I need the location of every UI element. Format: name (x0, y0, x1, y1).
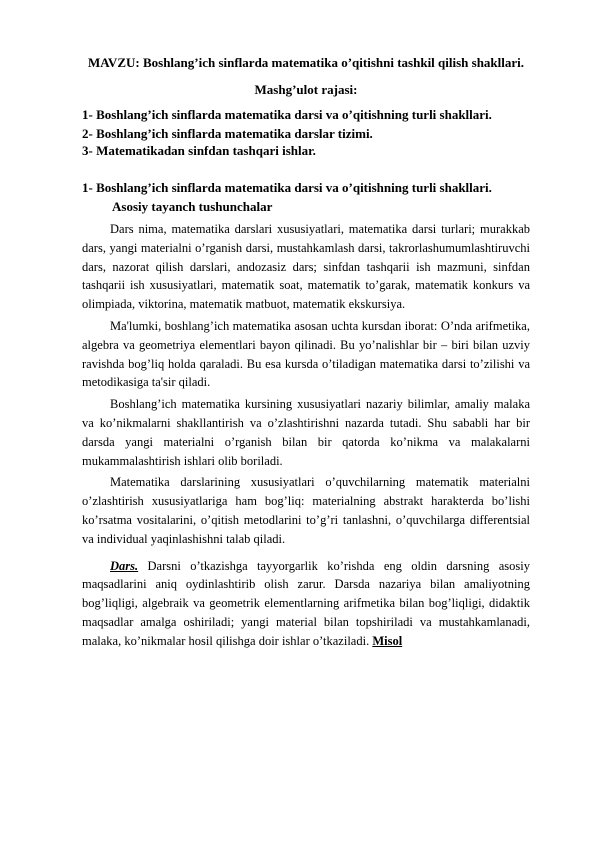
paragraph-1: Dars nima, matematika darslari xususiyatlari, matematika darsi turlari; murakkab dars, yangi materialni o’rganish darsi, mustahkamlash darsi, takrorlashumumlashtiruvchi dars, nazorat qilish darslari, andozasiz dars; sinfdan tashqarii ish mazmuni, sinfdan tashqarii ish xususiyatlari, matematik soat, matematik to’garak, matematik konkurs va olimpiada, viktorina, matematik matbuot, matematik ekskursiya. (82, 222, 530, 312)
paragraph-5-text: Darsni o’tkazishga tayyorgarlik ko’rishda eng oldin darsning asosiy maqsadlarini aniq oydinlashtirib olish zarur. Darsda nazariya bilan amaliyotning bog’liqligi, algebraik va geometrik elementlarning arifmetika bilan bog’liqligi, didaktik maqsadlar amalga oshiriladi; yangi material bilan topshiriladi va mustahkamlanadi, malaka, ko’nikmalar hosil qilishga doir ishlar o’tkaziladi. (82, 558, 530, 648)
section-heading: 1- Boshlang’ich sinflarda matematika darsi va o’qitishning turli shakllari. (82, 180, 492, 195)
concepts-heading: Asosiy tayanch tushunchalar (112, 199, 273, 214)
plan-heading: Mashg’ulot rajasi: (254, 82, 358, 97)
term-dars: Dars. (110, 558, 139, 573)
plan-item-3: 3- Matematikadan sinfdan tashqari ishlar. (82, 143, 316, 158)
document-title: MAVZU: Boshlang’ich sinflarda matematika o’qitishni tashkil qilish shakllari. (87, 55, 525, 70)
paragraph-4: Matematika darslarining xususiyatlari o’quvchilarning matematik materialni o’zlashtirish xususiyatlariga ham bog’liq: materialning abstrakt harakterda bo’lishi ko’rsatma vositalarini, o’qitish metodlarini to’g’ri tanlashni, o’quvchilarga differentsial va individual yaqinlashishni talab qiladi. (82, 475, 530, 546)
paragraph-5 (82, 557, 530, 651)
misol-label: Misol (372, 633, 403, 648)
paragraph-3: Boshlang’ich matematika kursining xususiyatlari nazariy bilimlar, amaliy malaka va ko’nikmalarni shakllantirish va o’zlashtirishni nazarda tutadi. Shu sababli har bir darsda yangi materialni o’rganish bilan bir qatorda ko’nikma va malakalarni mukammalashtirish ishlari olib boriladi. (82, 397, 530, 468)
plan-item-1: 1- Boshlang’ich sinflarda matematika darsi va o’qitishning turli shakllari. (82, 107, 492, 122)
document-page (82, 54, 530, 654)
paragraph-2: Ma'lumki, boshlang’ich matematika asosan uchta kursdan iborat: O’nda arifmetika, algebra va geometriya elementlari bayon qilinadi. Bu yo’nalishlar bir – biri bilan uzviy ravishda bog’liq holda qaraladi. Bu esa kursda o’tiladigan matematika darsi to’zilishi va metodikasiga ta'sir qiladi. (82, 318, 530, 390)
plan-item-2: 2- Boshlang’ich sinflarda matematika darslar tizimi. (82, 126, 373, 141)
